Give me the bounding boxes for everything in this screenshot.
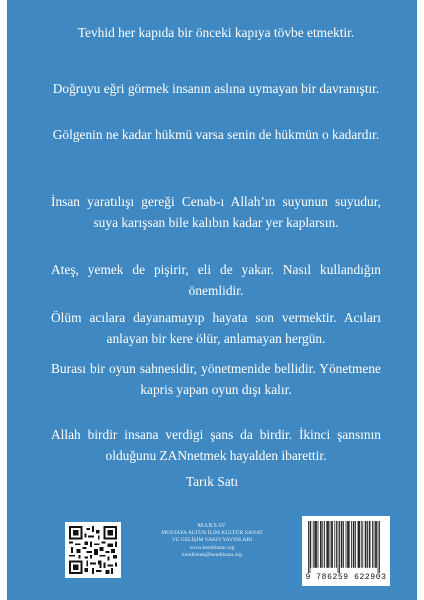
publisher-line-1: MUSTAFA ALTUN İLİM KÜLTÜR SANAT bbox=[161, 529, 263, 536]
publisher-email: kendiistan@kendiistan.org bbox=[182, 552, 242, 559]
quote-4: İnsan yaratılışı gereği Cenab-ı Allah’ın suyunun suyudur, suya karışsan bile kalıbın kadar yer kaplarsın. bbox=[51, 194, 381, 230]
quote-5: Ateş, yemek de pişirir, eli de yakar. Nasıl kullandığın önemlidir. bbox=[51, 262, 381, 298]
quote-3: Gölgenin ne kadar hükmü varsa senin de hükmün o kadardır. bbox=[52, 127, 380, 142]
quote-2: Doğruyu eğri görmek insanın aslına uymayan bir davranıştır. bbox=[52, 81, 380, 96]
quote-7: Burası bir oyun sahnesidir, yönetmenide bellidir. Yönetmene kapris yapan oyun dışı kalır. bbox=[51, 361, 381, 397]
publisher-line-2: VE GELİŞİM VAKFI YAYINLARI bbox=[171, 537, 253, 544]
author-name: Tarık Satı bbox=[185, 474, 239, 489]
publisher-name: MAKSAV bbox=[197, 522, 227, 529]
quote-6: Ölüm acılara dayanamayıp hayata son vermektir. Acıları anlayan bir kere ölür, anlamayan hergün. bbox=[51, 310, 381, 346]
publisher-info bbox=[142, 522, 282, 560]
quote-8: Allah birdir insana verdigi şans da birdir. İkinci şansının olduğunu ZANnetmek hayalden ibarettir. bbox=[51, 427, 381, 463]
back-cover bbox=[7, 0, 417, 600]
isbn-number: 9 786259 622903 bbox=[305, 573, 387, 582]
qr-code-icon bbox=[65, 522, 121, 578]
quote-1: Tevhid her kapıda bir önceki kapıya tövbe etmektir. bbox=[77, 25, 355, 40]
barcode-icon bbox=[308, 521, 384, 573]
publisher-website: www.kendiistan.org bbox=[189, 544, 235, 551]
isbn-barcode bbox=[302, 516, 390, 586]
